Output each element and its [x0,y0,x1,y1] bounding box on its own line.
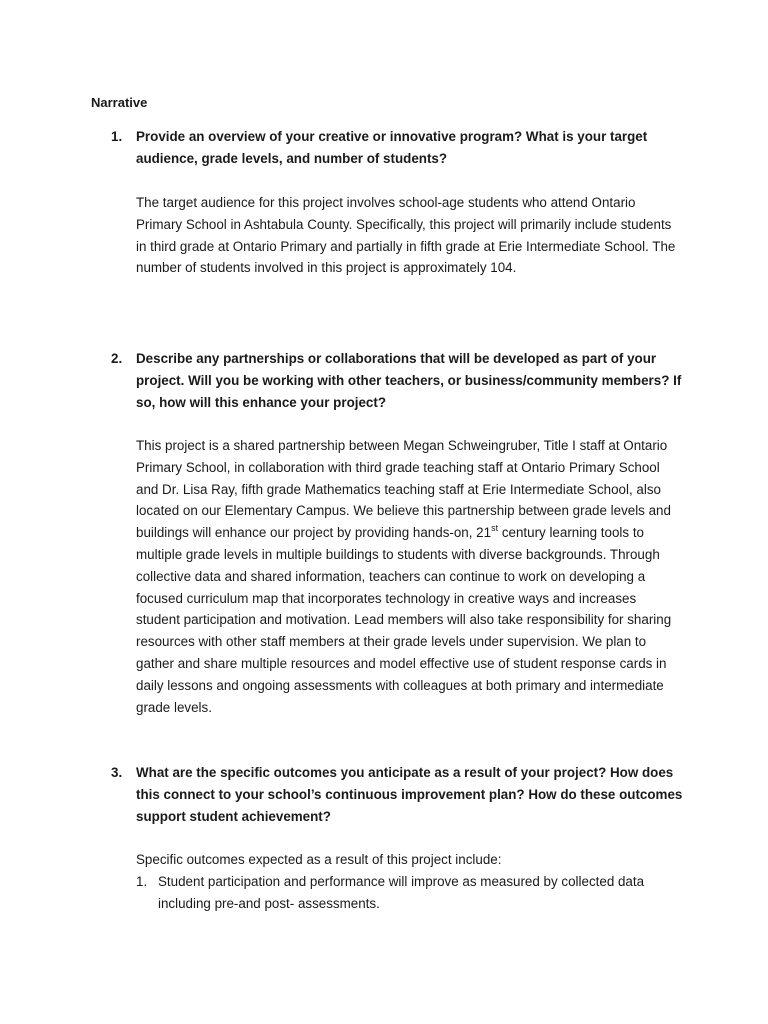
answer-1 [136,192,681,279]
question-1 [91,126,691,170]
question-number: 3. [111,765,123,780]
answer-3-intro [136,849,681,871]
question-text: Describe any partnerships or collaborations that will be developed as part of your project. Will you be working with other teachers, or business/community members? If so, how will this enhance your project? [136,351,682,410]
answer-paragraph: Specific outcomes expected as a result of this project include: [136,852,502,867]
answer-text-part: century learning tools to multiple grade levels in multiple buildings to students with diverse backgrounds. Through collective data and shared information, teachers can continue to work on developing a focused curriculum map that incorporates technology in creative ways and increases student participation and motivation. Lead members will also take responsibility for sharing resources with other staff members at their grade levels under supervision. We plan to gather and share multiple resources and model effective use of student response cards in daily lessons and ongoing assessments with colleagues at both primary and intermediate grade levels. [136,525,672,715]
outcome-text: Student participation and performance will improve as measured by collected data including pre-and post- assessments. [158,874,645,911]
question-number: 1. [111,129,123,144]
answer-2 [136,435,681,718]
question-number: 2. [111,351,123,366]
question-text: Provide an overview of your creative or innovative program? What is your target audience, grade levels, and number of students? [136,129,648,166]
question-2 [91,348,691,414]
outcome-number: 1. [136,874,148,889]
document-title: Narrative [91,95,148,110]
ordinal-superscript: st [491,522,499,533]
answer-paragraph: The target audience for this project involves school-age students who attend Ontario Primary School in Ashtabula County. Specifically, this project will primarily include students in third grade at Ontario Primary and partially in fifth grade at Erie Intermediate School. The number of students involved in this project is approximately 104. [136,195,676,276]
answer-text-part: This project is a shared partnership between Megan Schweingruber, Title I staff at Ontario Primary School, in collaboration with third grade teaching staff at Ontario Primary School and Dr. Lisa Ray, fifth grade Mathematics teaching staff at Erie Intermediate School, also located on our Elementary Campus. We believe this partnership between grade levels and buildings will enhance our project by providing hands-on, 21 [136,438,671,541]
question-3 [91,762,691,828]
answer-paragraph [136,435,681,718]
outcome-item [136,871,681,915]
question-text: What are the specific outcomes you anticipate as a result of your project? How does this connect to your school’s continuous improvement plan? How do these outcomes support student achievement? [136,765,683,824]
